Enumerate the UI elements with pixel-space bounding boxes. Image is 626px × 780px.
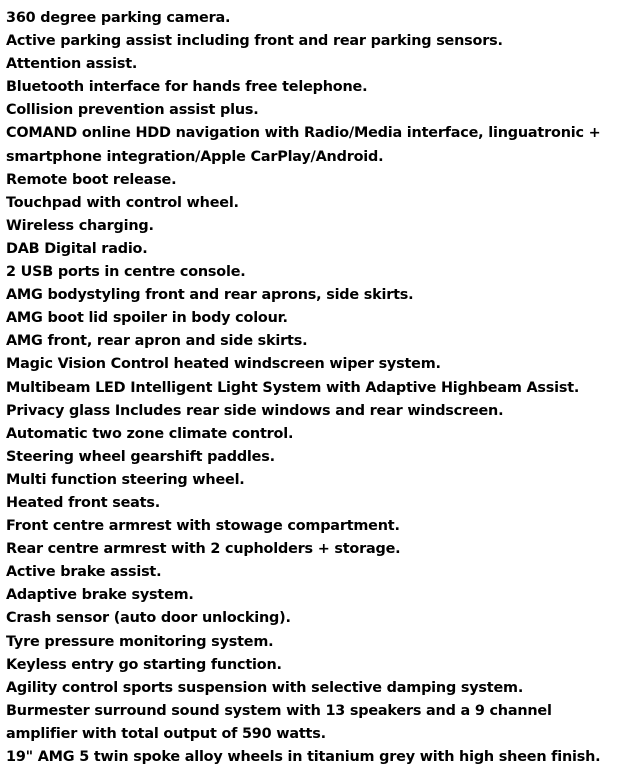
feature-item: 360 degree parking camera. [6,10,231,26]
feature-item: Front centre armrest with stowage compartment. [6,518,400,535]
feature-item: COMAND online HDD navigation with Radio/Media interface, linguatronic + smartphone integration/Apple CarPlay/Android. [6,125,601,165]
feature-item: AMG bodystyling front and rear aprons, side skirts. [6,287,414,304]
feature-item: Magic Vision Control heated windscreen wiper system. [6,356,441,373]
feature-item: Remote boot release. [6,171,177,188]
feature-item: Bluetooth interface for hands free telephone. [6,79,368,96]
feature-item: Attention assist. [6,56,138,73]
feature-item: Tyre pressure monitoring system. [6,633,274,650]
feature-item: Privacy glass Includes rear side windows and rear windscreen. [6,402,504,419]
feature-item: 19" AMG 5 twin spoke alloy wheels in titanium grey with high sheen finish. [6,749,601,765]
feature-item: Steering wheel gearshift paddles. [6,448,275,465]
feature-item: Crash sensor (auto door unlocking). [6,610,291,627]
feature-item: Agility control sports suspension with selective damping system. [6,679,524,696]
feature-item: DAB Digital radio. [6,240,148,257]
feature-item: Automatic two zone climate control. [6,425,294,442]
feature-item: Burmester surround sound system with 13 speakers and a 9 channel amplifier with total output of 590 watts. [6,702,552,742]
feature-item: Active brake assist. [6,564,162,581]
feature-item: Touchpad with control wheel. [6,194,239,211]
feature-list [6,7,618,769]
feature-item: Wireless charging. [6,217,154,234]
feature-item: 2 USB ports in centre console. [6,264,246,281]
feature-item: Keyless entry go starting function. [6,656,282,673]
feature-item: Collision prevention assist plus. [6,102,259,119]
feature-item: Multi function steering wheel. [6,471,245,488]
feature-item: Multibeam LED Intelligent Light System with Adaptive Highbeam Assist. [6,379,580,396]
feature-item: Heated front seats. [6,494,160,511]
feature-item: Active parking assist including front and rear parking sensors. [6,33,503,50]
feature-item: Rear centre armrest with 2 cupholders + storage. [6,541,401,558]
feature-item: Adaptive brake system. [6,587,194,604]
feature-item: AMG boot lid spoiler in body colour. [6,310,288,327]
feature-item: AMG front, rear apron and side skirts. [6,333,308,350]
